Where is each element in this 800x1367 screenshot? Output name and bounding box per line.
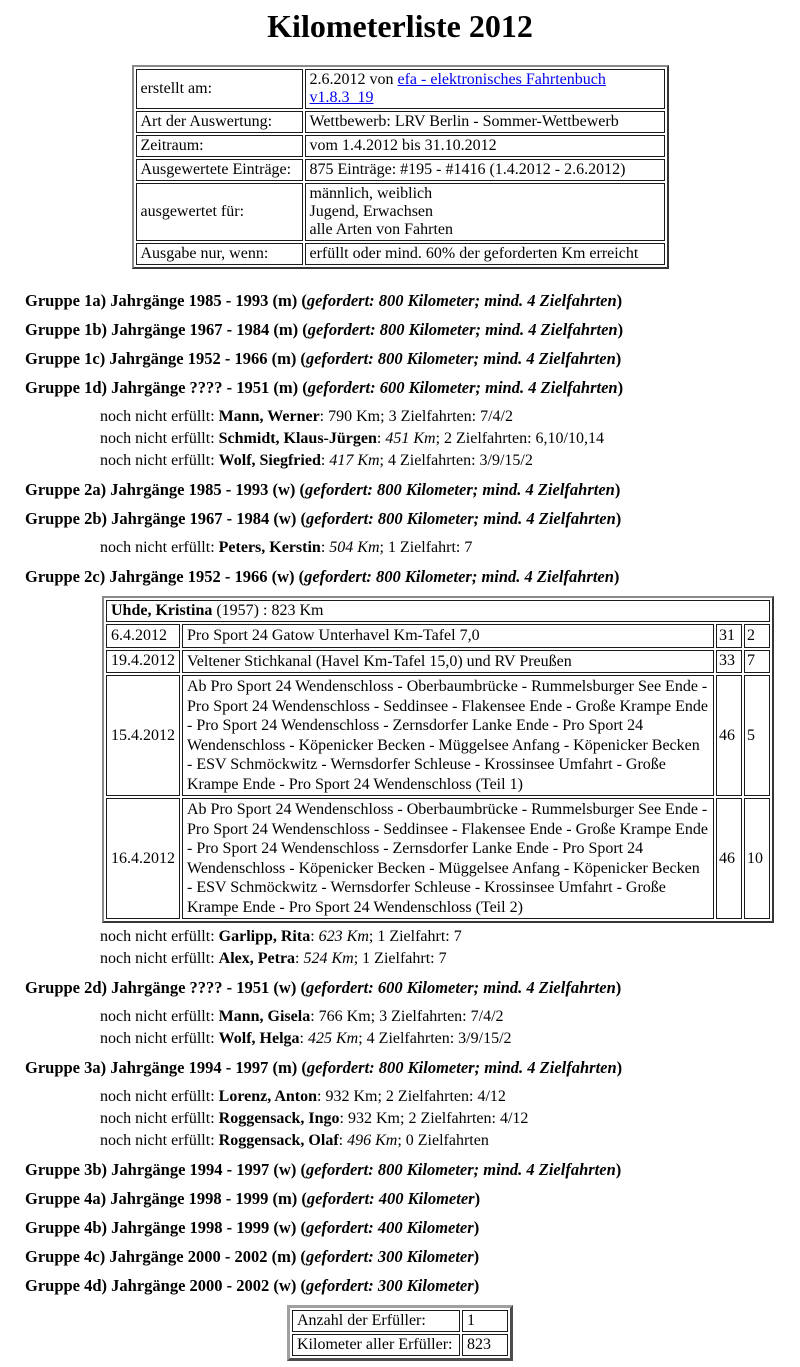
member-km: 524 Km: [303, 950, 354, 967]
group-heading-3b: Gruppe 3b) Jahrgänge 1994 - 1997 (w) (gefordert: 800 Kilometer; mind. 4 Zielfahrten): [25, 1160, 622, 1179]
trip-km: 33: [716, 650, 742, 674]
filter-line: männlich, weiblich: [309, 185, 433, 202]
group-heading-4a: Gruppe 4a) Jahrgänge 1998 - 1999 (m) (gefordert: 400 Kilometer): [25, 1189, 481, 1208]
member-km: 932 Km: [348, 1110, 400, 1127]
trip-description: Ab Pro Sport 24 Wendenschloss - Oberbaumbrücke - Rummelsburger See Ende - Pro Sport 24 Wendenschloss - Seddinsee - Flakensee Ende - Große Krampe Ende - Pro Sport 24 Wendenschloss - Zernsdorfer Lanke Ende - Pro Sport 24 Wendenschloss - Köpenicker Becken - Müggelsee Anfang - Köpenicker Becken - ESV Schmöckwitz - Wernsdorfer Schleuse - Krossinsee Umfahrt - Große Krampe Ende - Pro Sport 24 Wendenschloss (Teil 1): [182, 675, 714, 796]
trip-km: 46: [716, 798, 742, 919]
info-value: Wettbewerb: LRV Berlin - Sommer-Wettbewerb: [305, 111, 665, 133]
member-line: noch nicht erfüllt: Wolf, Siegfried: 417 Km; 4 Zielfahrten: 3/9/15/2: [100, 452, 533, 469]
trip-date: 15.4.2012: [106, 675, 180, 796]
groups-section: [0, 291, 800, 1295]
info-value: [305, 183, 665, 241]
filter-line: alle Arten von Fahrten: [309, 221, 454, 238]
member-line: noch nicht erfüllt: Mann, Gisela: 766 Km; 3 Zielfahrten: 7/4/2: [100, 1008, 504, 1025]
info-row-eintraege: [136, 159, 665, 181]
group-heading-1c: Gruppe 1c) Jahrgänge 1952 - 1966 (m) (gefordert: 800 Kilometer; mind. 4 Zielfahrten): [25, 349, 622, 368]
info-row-zeitraum: [136, 135, 665, 157]
group-heading-2b: Gruppe 2b) Jahrgänge 1967 - 1984 (w) (gefordert: 800 Kilometer; mind. 4 Zielfahrten): [25, 509, 622, 528]
info-table: [132, 65, 669, 269]
trip-table-person-row: [106, 600, 770, 622]
member-line: noch nicht erfüllt: Roggensack, Olaf: 496 Km; 0 Zielfahrten: [100, 1132, 489, 1149]
member-name: Wolf, Helga: [218, 1030, 300, 1047]
trip-person-info: (1957) : 823 Km: [212, 602, 324, 619]
group-heading-3a: Gruppe 3a) Jahrgänge 1994 - 1997 (m) (gefordert: 800 Kilometer; mind. 4 Zielfahrten): [25, 1058, 623, 1077]
member-name: Lorenz, Anton: [218, 1088, 318, 1105]
member-zielfahrten: ; 4 Zielfahrten: 3/9/15/2: [358, 1030, 512, 1047]
trip-zielfahrt: 10: [744, 798, 770, 919]
info-label: ausgewertet für:: [136, 183, 303, 241]
member-zielfahrten: ; 1 Zielfahrt: 7: [379, 539, 473, 556]
member-name: Roggensack, Ingo: [218, 1110, 340, 1127]
trip-date: 6.4.2012: [106, 624, 180, 648]
member-name: Mann, Gisela: [218, 1008, 311, 1025]
member-line: noch nicht erfüllt: Peters, Kerstin: 504 Km; 1 Zielfahrt: 7: [100, 539, 473, 556]
member-name: Mann, Werner: [218, 408, 320, 425]
group-heading-4d: Gruppe 4d) Jahrgänge 2000 - 2002 (w) (gefordert: 300 Kilometer): [25, 1276, 480, 1295]
member-zielfahrten: ; 4 Zielfahrten: 3/9/15/2: [379, 452, 533, 469]
group-heading-2c: Gruppe 2c) Jahrgänge 1952 - 1966 (w) (gefordert: 800 Kilometer; mind. 4 Zielfahrten): [25, 567, 620, 586]
info-label: Zeitraum:: [136, 135, 303, 157]
member-line: noch nicht erfüllt: Schmidt, Klaus-Jürgen: 451 Km; 2 Zielfahrten: 6,10/10,14: [100, 430, 604, 447]
page-title: Kilometerliste 2012: [267, 8, 533, 44]
member-zielfahrten: ; 2 Zielfahrten: 4/12: [377, 1088, 506, 1105]
info-value: erfüllt oder mind. 60% der geforderten Km erreicht: [305, 243, 665, 265]
info-label: Ausgabe nur, wenn:: [136, 243, 303, 265]
filter-line: Jugend, Erwachsen: [309, 203, 434, 220]
member-km: 790 Km: [328, 408, 381, 425]
member-name: Roggensack, Olaf: [218, 1132, 339, 1149]
trip-description: Ab Pro Sport 24 Wendenschloss - Oberbaumbrücke - Rummelsburger See Ende - Pro Sport 24 Wendenschloss - Seddinsee - Flakensee Ende - Große Krampe Ende - Pro Sport 24 Wendenschloss - Zernsdorfer Lanke Ende - Pro Sport 24 Wendenschloss - Köpenicker Becken - Müggelsee Anfang - Köpenicker Becken - ESV Schmöckwitz - Wernsdorfer Schleuse - Krossinsee Umfahrt - Große Krampe Ende - Pro Sport 24 Wendenschloss (Teil 2): [182, 798, 714, 919]
trip-date: 19.4.2012: [106, 650, 180, 674]
trip-description: Pro Sport 24 Gatow Unterhavel Km-Tafel 7,0: [182, 624, 714, 648]
trip-person-name: Uhde, Kristina: [111, 602, 213, 619]
summary-label: Kilometer aller Erfüller:: [292, 1334, 460, 1356]
member-zielfahrten: ; 0 Zielfahrten: [397, 1132, 489, 1149]
info-label: erstellt am:: [136, 69, 303, 109]
summary-row-erfueller: [292, 1310, 508, 1332]
group-heading-1b: Gruppe 1b) Jahrgänge 1967 - 1984 (m) (gefordert: 800 Kilometer; mind. 4 Zielfahrten): [25, 320, 624, 339]
info-row-ausgewertet-fuer: [136, 183, 665, 241]
group-heading-2d: Gruppe 2d) Jahrgänge ???? - 1951 (w) (gefordert: 600 Kilometer; mind. 4 Zielfahrten): [25, 978, 622, 997]
member-km: 496 Km: [347, 1132, 398, 1149]
trip-table: [102, 596, 774, 923]
member-km: 417 Km: [329, 452, 380, 469]
trip-zielfahrt: 5: [744, 675, 770, 796]
trip-row: [106, 650, 770, 674]
info-value: [305, 69, 665, 109]
summary-table: [287, 1305, 513, 1361]
member-name: Schmidt, Klaus-Jürgen: [218, 430, 377, 447]
summary-value: 1: [462, 1310, 508, 1332]
created-date-text: 2.6.2012 von: [309, 71, 398, 88]
member-line: noch nicht erfüllt: Garlipp, Rita: 623 Km; 1 Zielfahrt: 7: [100, 928, 462, 945]
trip-row: [106, 624, 770, 648]
member-km: 425 Km: [307, 1030, 359, 1047]
member-name: Garlipp, Rita: [218, 928, 311, 945]
info-row-auswertung: [136, 111, 665, 133]
group-heading-4c: Gruppe 4c) Jahrgänge 2000 - 2002 (m) (gefordert: 300 Kilometer): [25, 1247, 480, 1266]
member-name: Peters, Kerstin: [218, 539, 321, 556]
trip-row: [106, 675, 770, 796]
trip-zielfahrt: 7: [744, 650, 770, 674]
group-heading-1a: Gruppe 1a) Jahrgänge 1985 - 1993 (m) (gefordert: 800 Kilometer; mind. 4 Zielfahrten): [25, 291, 623, 310]
summary-label: Anzahl der Erfüller:: [292, 1310, 460, 1332]
member-zielfahrten: ; 2 Zielfahrten: 6,10/10,14: [435, 430, 604, 447]
trip-km: 31: [716, 624, 742, 648]
summary-row-kilometer: [292, 1334, 508, 1356]
trip-date: 16.4.2012: [106, 798, 180, 919]
summary-value: 823: [462, 1334, 508, 1356]
member-km: 932 Km: [325, 1088, 378, 1105]
member-name: Wolf, Siegfried: [218, 452, 321, 469]
member-zielfahrten: ; 3 Zielfahrten: 7/4/2: [380, 408, 513, 425]
member-km: 451 Km: [385, 430, 436, 447]
info-label: Ausgewertete Einträge:: [136, 159, 303, 181]
member-zielfahrten: ; 2 Zielfahrten: 4/12: [400, 1110, 529, 1127]
member-zielfahrten: ; 3 Zielfahrten: 7/4/2: [370, 1008, 504, 1025]
info-row-ausgabe: [136, 243, 665, 265]
member-line: noch nicht erfüllt: Lorenz, Anton: 932 Km; 2 Zielfahrten: 4/12: [100, 1088, 506, 1105]
report-page: [0, 8, 800, 1361]
member-line: noch nicht erfüllt: Alex, Petra: 524 Km; 1 Zielfahrt: 7: [100, 950, 447, 967]
member-line: noch nicht erfüllt: Wolf, Helga: 425 Km; 4 Zielfahrten: 3/9/15/2: [100, 1030, 512, 1047]
group-heading-4b: Gruppe 4b) Jahrgänge 1998 - 1999 (w) (gefordert: 400 Kilometer): [25, 1218, 480, 1237]
member-km: 504 Km: [329, 539, 380, 556]
member-zielfahrten: ; 1 Zielfahrt: 7: [368, 928, 462, 945]
trip-person: [106, 600, 770, 622]
info-row-erstellt: [136, 69, 665, 109]
info-value: 875 Einträge: #195 - #1416 (1.4.2012 - 2.6.2012): [305, 159, 665, 181]
efa-link[interactable]: efa - elektronisches Fahrtenbuch v1.8.3_19: [309, 71, 606, 106]
trip-km: 46: [716, 675, 742, 796]
member-line: noch nicht erfüllt: Roggensack, Ingo: 932 Km; 2 Zielfahrten: 4/12: [100, 1110, 529, 1127]
group-heading-1d: Gruppe 1d) Jahrgänge ???? - 1951 (m) (gefordert: 600 Kilometer; mind. 4 Zielfahrten): [25, 378, 624, 397]
member-name: Alex, Petra: [218, 950, 296, 967]
trip-zielfahrt: 2: [744, 624, 770, 648]
info-value: vom 1.4.2012 bis 31.10.2012: [305, 135, 665, 157]
member-zielfahrten: ; 1 Zielfahrt: 7: [353, 950, 447, 967]
group-heading-2a: Gruppe 2a) Jahrgänge 1985 - 1993 (w) (gefordert: 800 Kilometer; mind. 4 Zielfahrten): [25, 480, 621, 499]
member-km: 766 Km: [318, 1008, 371, 1025]
info-label: Art der Auswertung:: [136, 111, 303, 133]
member-line: noch nicht erfüllt: Mann, Werner: 790 Km; 3 Zielfahrten: 7/4/2: [100, 408, 513, 425]
member-km: 623 Km: [318, 928, 369, 945]
trip-row: [106, 798, 770, 919]
trip-description: Veltener Stichkanal (Havel Km-Tafel 15,0) und RV Preußen: [182, 650, 714, 674]
